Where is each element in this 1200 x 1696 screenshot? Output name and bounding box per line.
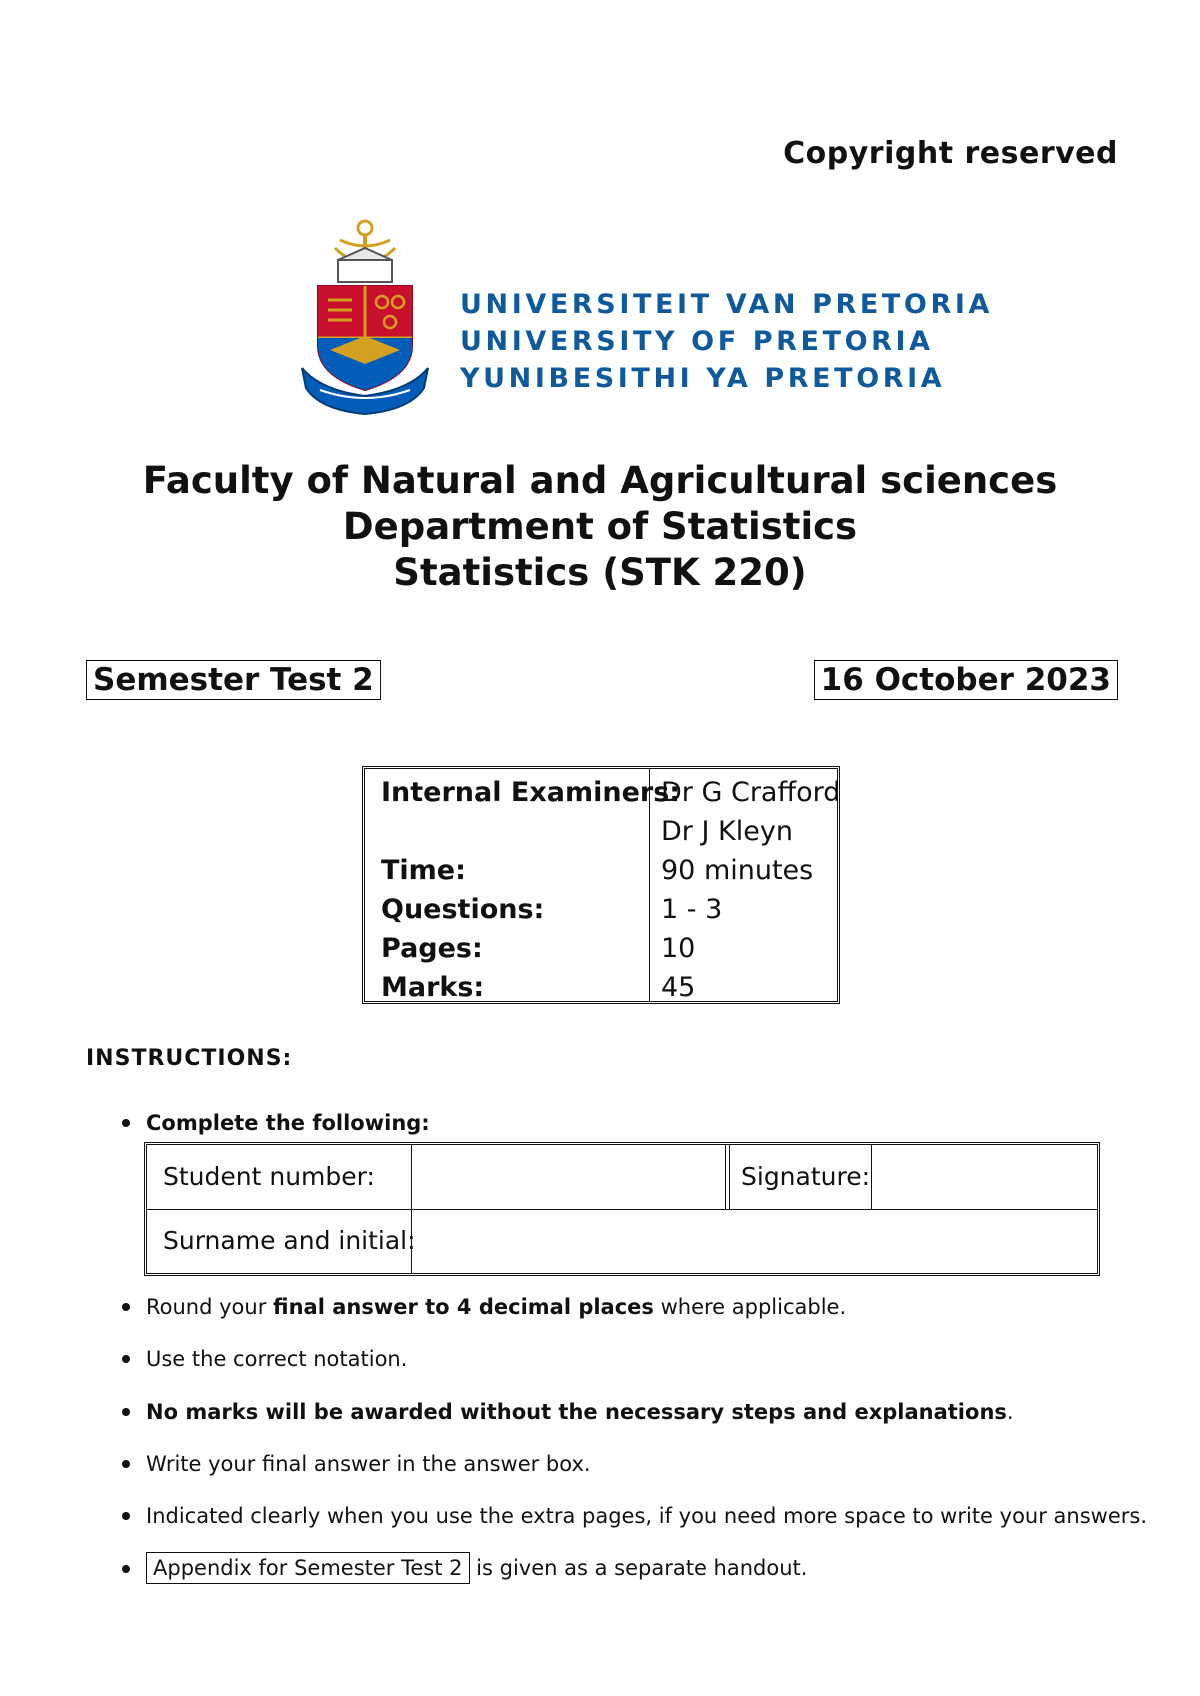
university-name-english: UNIVERSITY OF PRETORIA — [460, 326, 934, 357]
exam-label-pages: Pages: — [381, 933, 483, 964]
instruction-round — [146, 1292, 846, 1322]
exam-label-examiners: Internal Examiners: — [381, 777, 681, 808]
faculty-heading: Faculty of Natural and Agricultural sciences — [142, 459, 1058, 502]
university-name-afrikaans: UNIVERSITEIT VAN PRETORIA — [460, 289, 993, 320]
instruction-round-pre: Round your — [146, 1295, 274, 1319]
university-names — [460, 286, 993, 397]
exam-value-pages: 10 — [661, 933, 696, 964]
surname-label: Surname and initial: — [163, 1226, 416, 1255]
instruction-appendix-post: is given as a separate handout. — [469, 1556, 808, 1580]
university-name-sepedi: YUNIBESITHI YA PRETORIA — [460, 363, 946, 394]
student-details-table — [144, 1142, 1100, 1276]
instruction-no-marks — [146, 1397, 1014, 1427]
document-headings — [0, 458, 1200, 596]
exam-label-marks: Marks: — [381, 972, 485, 1003]
exam-value-examiner-1: Dr G Crafford — [661, 777, 841, 808]
student-table-signature-field-divider — [871, 1145, 872, 1209]
test-date: 16 October 2023 — [814, 660, 1118, 700]
bullet-icon — [122, 1355, 130, 1363]
bullet-icon — [122, 1408, 130, 1416]
exam-value-time: 90 minutes — [661, 855, 814, 886]
student-table-signature-divider — [725, 1145, 730, 1209]
exam-value-examiner-2: Dr J Kleyn — [661, 816, 793, 847]
copyright-notice: Copyright reserved — [783, 136, 1118, 171]
instruction-round-post: where applicable. — [653, 1295, 847, 1319]
instruction-notation: Use the correct notation. — [146, 1347, 408, 1371]
instruction-no-marks-end: . — [1006, 1400, 1014, 1424]
module-heading: Statistics (STK 220) — [393, 551, 807, 594]
bullet-icon — [122, 1119, 130, 1127]
instructions-heading: INSTRUCTIONS: — [86, 1046, 293, 1071]
exam-value-questions: 1 - 3 — [661, 894, 723, 925]
signature-label: Signature: — [741, 1162, 871, 1191]
bullet-icon — [122, 1460, 130, 1468]
appendix-label: Appendix for Semester Test 2 — [146, 1552, 470, 1584]
instruction-round-bold: final answer to 4 decimal places — [273, 1295, 654, 1319]
instruction-appendix — [146, 1552, 807, 1584]
signature-field[interactable] — [873, 1145, 1097, 1209]
instruction-answer-box: Write your final answer in the answer box. — [146, 1452, 591, 1476]
exam-label-time: Time: — [381, 855, 466, 886]
surname-field[interactable] — [413, 1209, 1097, 1273]
bullet-icon — [122, 1565, 130, 1573]
student-number-label: Student number: — [163, 1162, 375, 1191]
department-heading: Department of Statistics — [342, 505, 858, 548]
exam-value-marks: 45 — [661, 972, 696, 1003]
instruction-no-marks-bold: No marks will be awarded without the necessary steps and explanations — [146, 1400, 1007, 1424]
university-crest-icon — [300, 218, 430, 418]
exam-info-table — [362, 766, 840, 1004]
bullet-icon — [122, 1303, 130, 1311]
exam-label-questions: Questions: — [381, 894, 545, 925]
instruction-complete-following: Complete the following: — [146, 1111, 430, 1135]
test-title: Semester Test 2 — [86, 660, 381, 700]
instruction-extra-pages: Indicated clearly when you use the extra pages, if you need more space to write your answers. — [146, 1504, 1148, 1528]
student-number-field[interactable] — [413, 1145, 723, 1209]
bullet-icon — [122, 1512, 130, 1520]
